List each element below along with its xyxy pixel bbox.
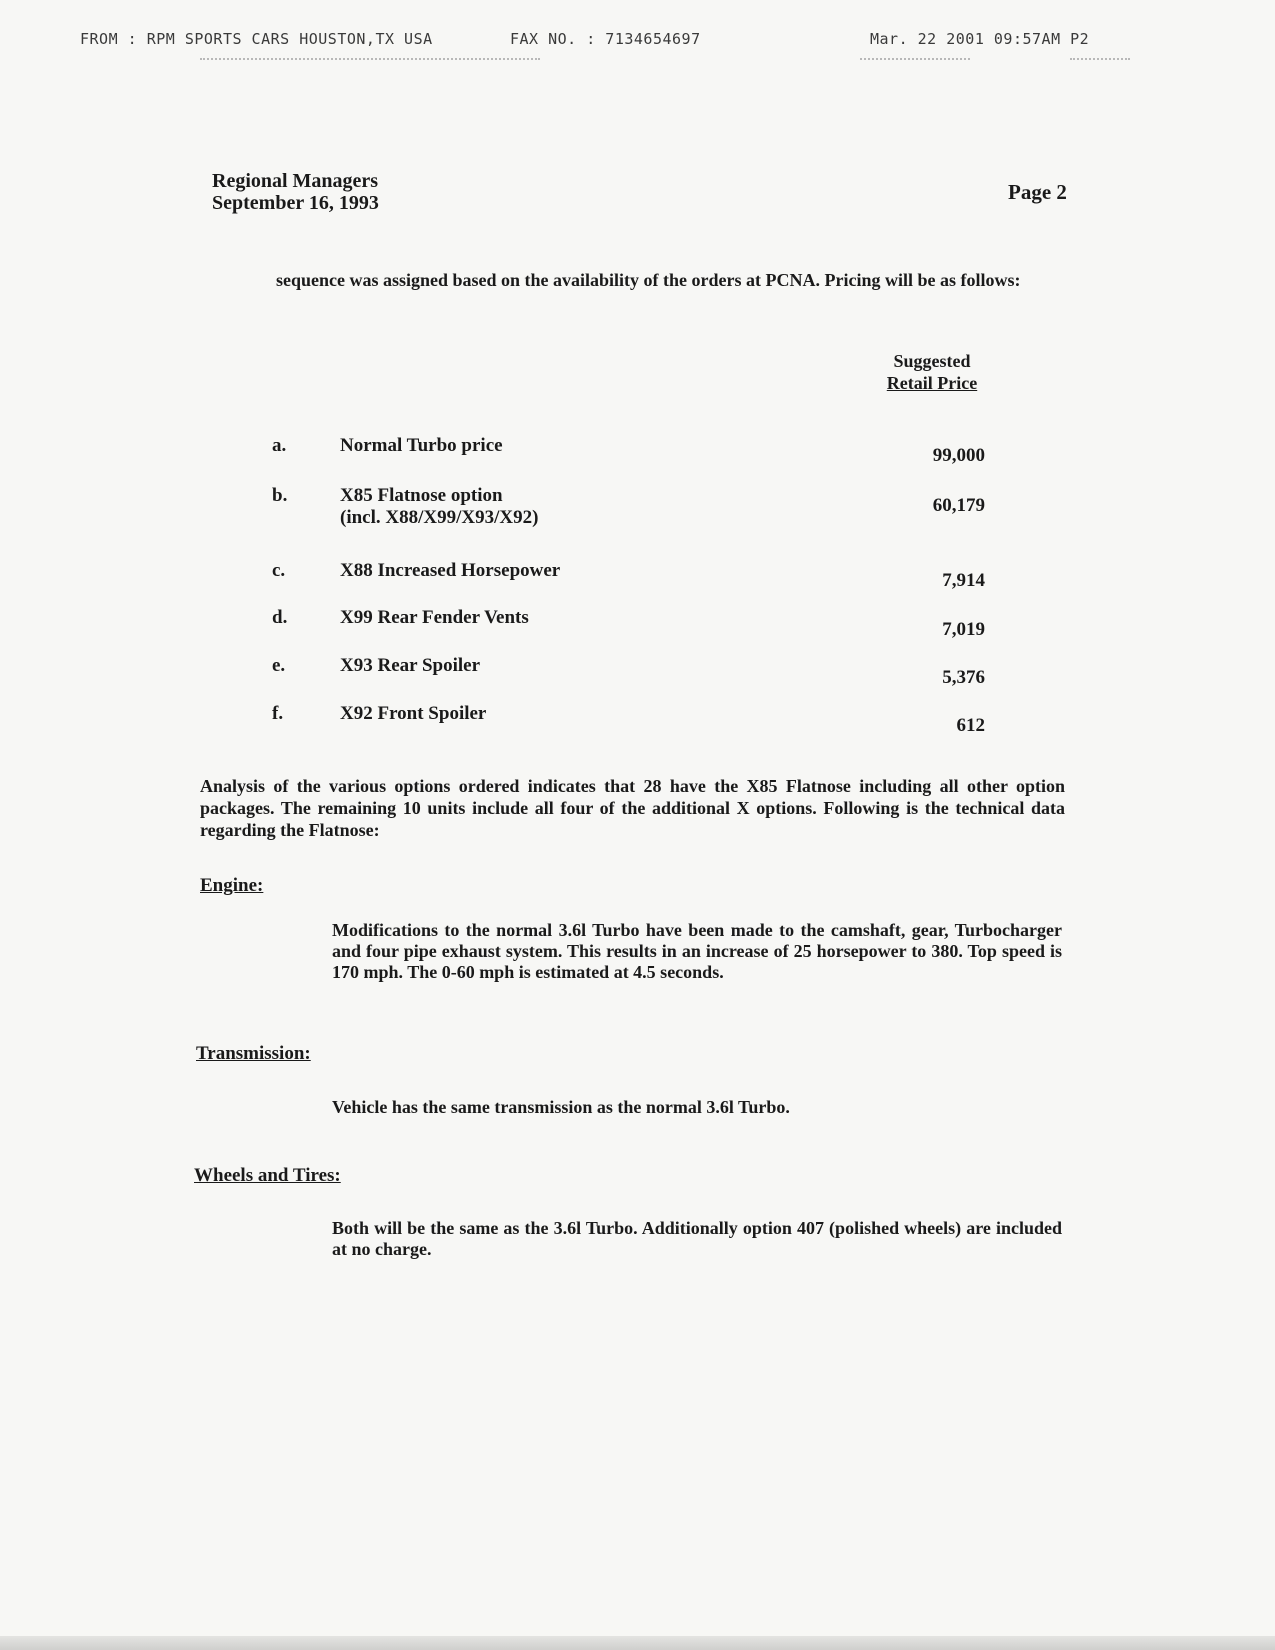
price-header-line1: Suggested: [893, 351, 971, 371]
wheels-heading: Wheels and Tires:: [194, 1165, 341, 1186]
option-description-line2: (incl. X88/X99/X93/X92): [340, 507, 539, 528]
option-row: [0, 703, 1275, 753]
option-description: X92 Front Spoiler: [340, 703, 487, 724]
option-row: [0, 485, 1275, 535]
option-price: 99,000: [932, 445, 985, 466]
option-letter: c.: [272, 560, 286, 581]
analysis-paragraph: Analysis of the various options ordered indicates that 28 have the X85 Flatnose including all other option packages. The remaining 10 units include all four of the additional X options. Following is the technical data regarding the Flatnose:: [200, 776, 1065, 840]
option-description: X93 Rear Spoiler: [340, 655, 481, 676]
price-column-header: [872, 350, 992, 394]
page-number: Page 2: [1008, 180, 1067, 204]
option-row: [0, 607, 1275, 657]
fax-number: FAX NO. : 7134654697: [510, 30, 701, 48]
option-row: [0, 655, 1275, 705]
scan-edge: [0, 1636, 1275, 1650]
transmission-body: Vehicle has the same transmission as the normal 3.6l Turbo.: [332, 1097, 790, 1117]
fax-noise-line: [1070, 58, 1130, 63]
memo-heading: [212, 170, 379, 214]
engine-heading: Engine:: [200, 875, 264, 896]
fax-noise-line: [860, 58, 970, 63]
option-description-line1: X85 Flatnose option: [340, 485, 503, 506]
option-letter: d.: [272, 607, 288, 628]
option-description: [340, 485, 820, 529]
option-description: X99 Rear Fender Vents: [340, 607, 529, 628]
option-price: 612: [956, 715, 985, 736]
option-letter: a.: [272, 435, 287, 456]
price-header-line2: Retail Price: [886, 373, 978, 393]
option-row: [0, 435, 1275, 485]
option-row: [0, 560, 1275, 610]
option-letter: b.: [272, 485, 288, 506]
memo-recipient: Regional Managers: [212, 170, 379, 192]
option-description: X88 Increased Horsepower: [340, 560, 561, 581]
option-price: 7,914: [942, 570, 985, 591]
transmission-heading: Transmission:: [196, 1043, 311, 1064]
fax-header: [80, 30, 1140, 54]
fax-datetime: Mar. 22 2001 09:57AM P2: [870, 30, 1090, 48]
intro-paragraph: sequence was assigned based on the availability of the orders at PCNA. Pricing will be as follows:: [276, 270, 1021, 290]
fax-noise-line: [200, 58, 540, 63]
option-description: Normal Turbo price: [340, 435, 503, 456]
option-price: 7,019: [942, 619, 985, 640]
wheels-body: Both will be the same as the 3.6l Turbo. Additionally option 407 (polished wheels) are included at no charge.: [332, 1218, 1062, 1259]
option-letter: e.: [272, 655, 286, 676]
option-price: 60,179: [932, 495, 985, 516]
memo-date: September 16, 1993: [212, 192, 379, 214]
engine-body: Modifications to the normal 3.6l Turbo have been made to the camshaft, gear, Turbocharger and four pipe exhaust system. This results in an increase of 25 horsepower to 380. Top speed is 170 mph. The 0-60 mph is estimated at 4.5 seconds.: [332, 920, 1062, 982]
option-letter: f.: [272, 703, 284, 724]
option-price: 5,376: [942, 667, 985, 688]
fax-from: FROM : RPM SPORTS CARS HOUSTON,TX USA: [80, 30, 433, 48]
